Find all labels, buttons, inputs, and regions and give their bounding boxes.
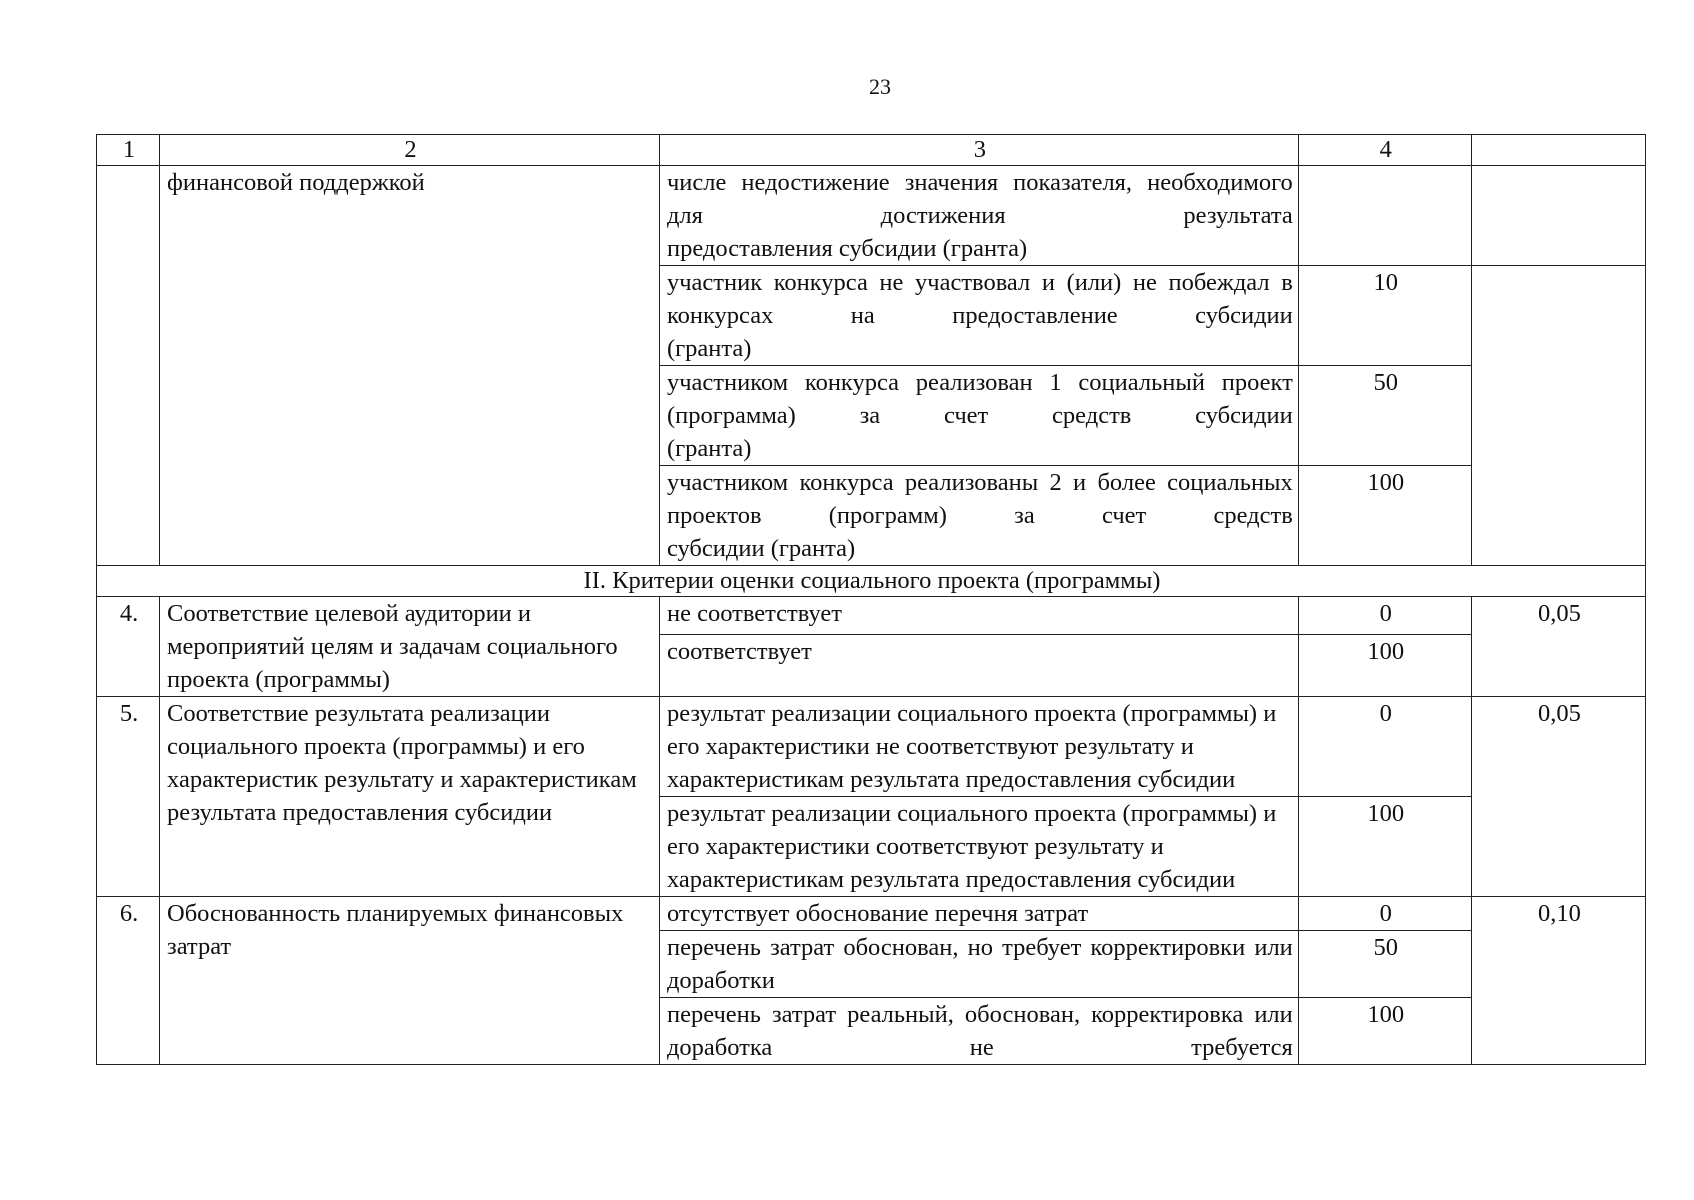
criteria-table — [96, 134, 1646, 1065]
option-text-last: (гранта) — [666, 335, 752, 362]
criterion-name: Соответствие целевой аудитории и мероприятий целям и задачам социального проекта (программы) — [160, 597, 660, 697]
option-cell: не соответствует — [659, 597, 1298, 635]
option-text-last: предоставления субсидии (гранта) — [666, 235, 1028, 262]
weight-cell: 0,05 — [1471, 597, 1645, 697]
option-cell — [659, 998, 1298, 1065]
table-row — [97, 697, 1646, 797]
option-text: участником конкурса реализован 1 социальный проект (программа) за счет средств субсидии — [666, 369, 1293, 429]
header-col-4: 4 — [1298, 135, 1471, 166]
table-row — [97, 897, 1646, 931]
weight-cell: 0,05 — [1471, 697, 1645, 897]
score-cell: 50 — [1298, 931, 1471, 998]
option-cell: результат реализации социального проекта (программы) и его характеристики соответствуют результату и характеристикам результата предоставления субсидии — [659, 797, 1298, 897]
header-col-1: 1 — [97, 135, 160, 166]
table-row — [97, 166, 1646, 266]
score-cell: 10 — [1298, 266, 1471, 366]
option-cell — [659, 466, 1298, 566]
criterion-number: 4. — [97, 597, 160, 697]
cont-num-cell — [97, 166, 160, 566]
criterion-number: 5. — [97, 697, 160, 897]
criterion-name: Соответствие результата реализации социального проекта (программы) и его характеристик результату и характеристикам результата предоставления субсидии — [160, 697, 660, 897]
cont-criterion-cell: финансовой поддержкой — [160, 166, 660, 566]
option-cell — [659, 166, 1298, 266]
option-text: перечень затрат реальный, обоснован, корректировка или доработка не требуется — [666, 1001, 1293, 1061]
score-cell: 100 — [1298, 998, 1471, 1065]
score-cell: 100 — [1298, 466, 1471, 566]
criterion-number: 6. — [97, 897, 160, 1065]
header-col-5 — [1471, 135, 1645, 166]
option-text: участником конкурса реализованы 2 и более социальных проектов (программ) за счет средств — [666, 469, 1293, 529]
score-cell: 0 — [1298, 897, 1471, 931]
option-cell: результат реализации социального проекта (программы) и его характеристики не соответствуют результату и характеристикам результата предоставления субсидии — [659, 697, 1298, 797]
header-row — [97, 135, 1646, 166]
header-col-2: 2 — [160, 135, 660, 166]
score-cell: 50 — [1298, 366, 1471, 466]
score-cell: 0 — [1298, 697, 1471, 797]
section-row — [97, 566, 1646, 597]
weight-cell — [1471, 266, 1645, 566]
header-col-3: 3 — [659, 135, 1298, 166]
section-title: II. Критерии оценки социального проекта (программы) — [97, 566, 1646, 597]
weight-cell: 0,10 — [1471, 897, 1645, 1065]
table-row — [97, 597, 1646, 635]
option-cell: соответствует — [659, 635, 1298, 697]
score-cell: 100 — [1298, 797, 1471, 897]
option-text: числе недостижение значения показателя, необходимого для достижения результата — [666, 169, 1293, 229]
option-text-last: (гранта) — [666, 435, 752, 462]
option-cell — [659, 266, 1298, 366]
score-cell: 0 — [1298, 597, 1471, 635]
option-text: участник конкурса не участвовал и (или) не побеждал в конкурсах на предоставление субсидии — [666, 269, 1293, 329]
option-cell — [659, 366, 1298, 466]
option-cell — [659, 931, 1298, 998]
option-text: перечень затрат обоснован, но требует корректировки или доработки — [666, 934, 1293, 994]
option-text-last: субсидии (гранта) — [666, 535, 856, 562]
page-number: 23 — [869, 74, 891, 99]
score-cell: 100 — [1298, 635, 1471, 697]
criterion-name: Обоснованность планируемых финансовых затрат — [160, 897, 660, 1065]
score-cell — [1298, 166, 1471, 266]
weight-cell — [1471, 166, 1645, 266]
option-cell: отсутствует обоснование перечня затрат — [659, 897, 1298, 931]
